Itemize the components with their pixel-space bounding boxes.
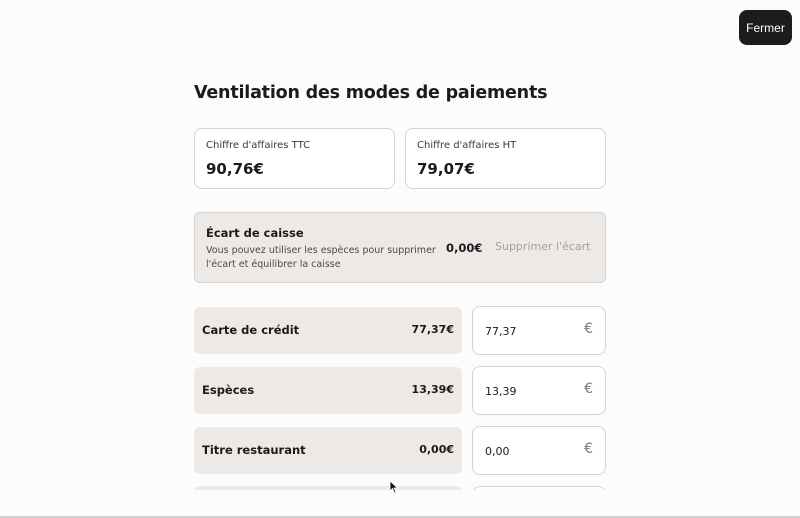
payment-method-name: Espèces bbox=[202, 383, 255, 397]
cash-gap-title: Écart de caisse bbox=[206, 226, 304, 240]
euro-icon: € bbox=[584, 321, 593, 337]
delete-gap-button[interactable]: Supprimer l'écart bbox=[495, 240, 591, 253]
payment-method-name: Titre restaurant bbox=[202, 443, 306, 457]
payment-input-container[interactable] bbox=[472, 366, 606, 415]
payment-label-box bbox=[194, 367, 462, 414]
mouse-cursor-icon bbox=[389, 480, 399, 494]
payment-label-box bbox=[194, 307, 462, 354]
meal-voucher-amount-input[interactable] bbox=[485, 442, 575, 460]
payment-row-credit-card bbox=[194, 307, 606, 354]
payment-method-name: Carte de crédit bbox=[202, 323, 300, 337]
scroll-fade bbox=[0, 490, 800, 518]
payment-input-container[interactable] bbox=[472, 426, 606, 475]
revenue-ttc-label: Chiffre d'affaires TTC bbox=[206, 140, 311, 151]
cash-amount-input[interactable] bbox=[485, 382, 575, 400]
revenue-ht-card bbox=[405, 128, 606, 189]
payment-method-amount: 0,00€ bbox=[419, 443, 454, 456]
revenue-ht-label: Chiffre d'affaires HT bbox=[417, 140, 517, 151]
revenue-ht-value: 79,07€ bbox=[417, 160, 475, 178]
payment-input-container[interactable] bbox=[472, 306, 606, 355]
payment-row-meal-voucher bbox=[194, 427, 606, 474]
credit-card-amount-input[interactable] bbox=[485, 322, 575, 340]
euro-icon: € bbox=[584, 381, 593, 397]
page-title: Ventilation des modes de paiements bbox=[194, 83, 548, 103]
payment-method-amount: 13,39€ bbox=[411, 383, 454, 396]
revenue-ttc-value: 90,76€ bbox=[206, 160, 264, 178]
payment-method-amount: 77,37€ bbox=[411, 323, 454, 336]
cash-gap-description: Vous pouvez utiliser les espèces pour supprimer l'écart et équilibrer la caisse bbox=[206, 245, 436, 270]
payment-row-cash bbox=[194, 367, 606, 414]
revenue-ttc-card bbox=[194, 128, 395, 189]
cash-gap-panel bbox=[194, 212, 606, 283]
euro-icon: € bbox=[584, 441, 593, 457]
cash-gap-amount: 0,00€ bbox=[446, 241, 483, 255]
close-button[interactable]: Fermer bbox=[739, 10, 792, 45]
payment-label-box bbox=[194, 427, 462, 474]
